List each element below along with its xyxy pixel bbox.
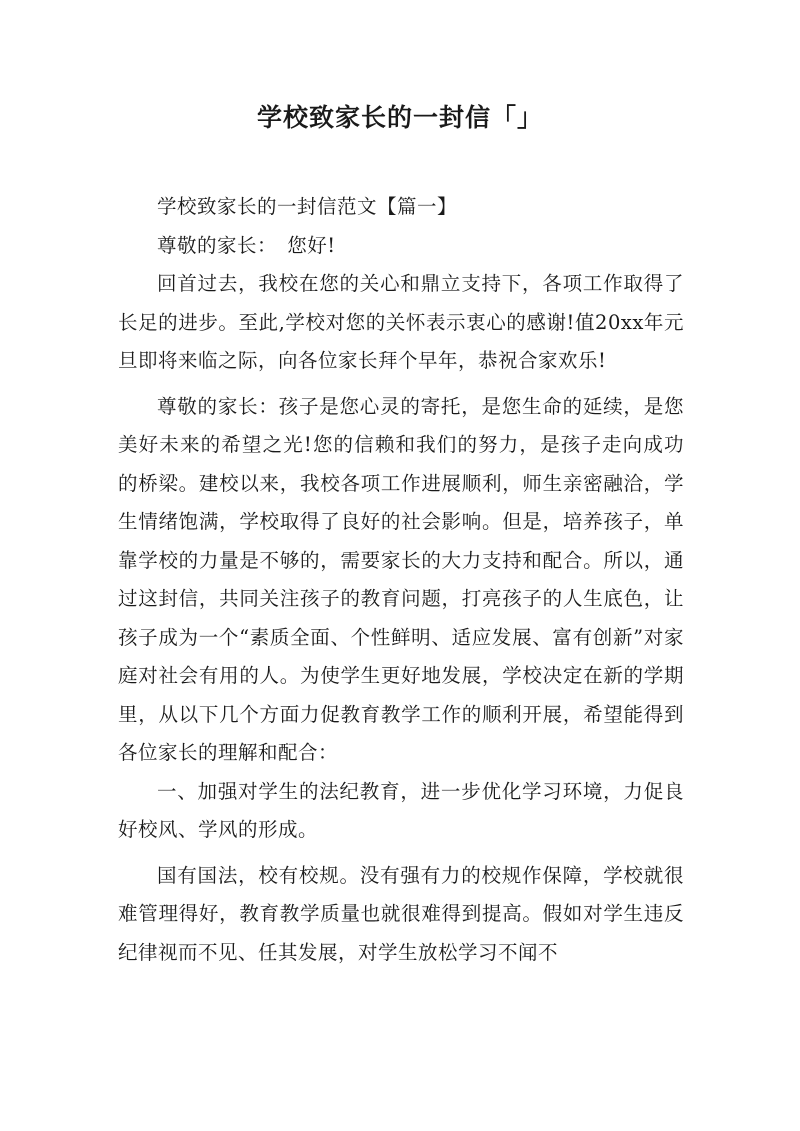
paragraph-section-one: 一、加强对学生的法纪教育，进一步优化学习环境，力促良好校风、学风的形成。 (118, 779, 684, 841)
paragraph-greeting: 尊敬的家长： 您好! (157, 233, 336, 257)
paragraph-main: 尊敬的家长：孩子是您心灵的寄托，是您生命的延续，是您美好未来的希望之光!您的信赖和我们的努力，是孩子走向成功的桥梁。建校以来，我校各项工作进展顺利，师生亲密融洽，学生情绪饱满，学校取得了良好的社会影响。但是，培养孩子，单靠学校的力量是不够的，需要家长的大力支持和配合。所以，通过这封信，共同关注孩子的教育问题，打亮孩子的人生底色，让孩子成为一个“素质全面、个性鲜明、适应发展、富有创新”对家庭对社会有用的人。为使学生更好地发展，学校决定在新的学期里，从以下几个方面力促教育教学工作的顺利开展，希望能得到各位家长的理解和配合： (118, 394, 684, 764)
paragraph-subtitle: 学校致家长的一封信范文【篇一】 (157, 195, 458, 218)
paragraph-review: 回首过去，我校在您的关心和鼎立支持下，各项工作取得了长足的进步。至此,学校对您的关怀表示衷心的感谢!值20xx年元旦即将来临之际，向各位家长拜个早年，恭祝合家欢乐! (118, 272, 684, 372)
document-title: 学校致家长的一封信「」 (256, 103, 543, 132)
paragraph-rules: 国有国法，校有校规。没有强有力的校规作保障，学校就很难管理得好，教育教学质量也就很难得到提高。假如对学生违反纪律视而不见、任其发展，对学生放松学习不闻不 (118, 863, 684, 964)
document-body (118, 188, 684, 972)
